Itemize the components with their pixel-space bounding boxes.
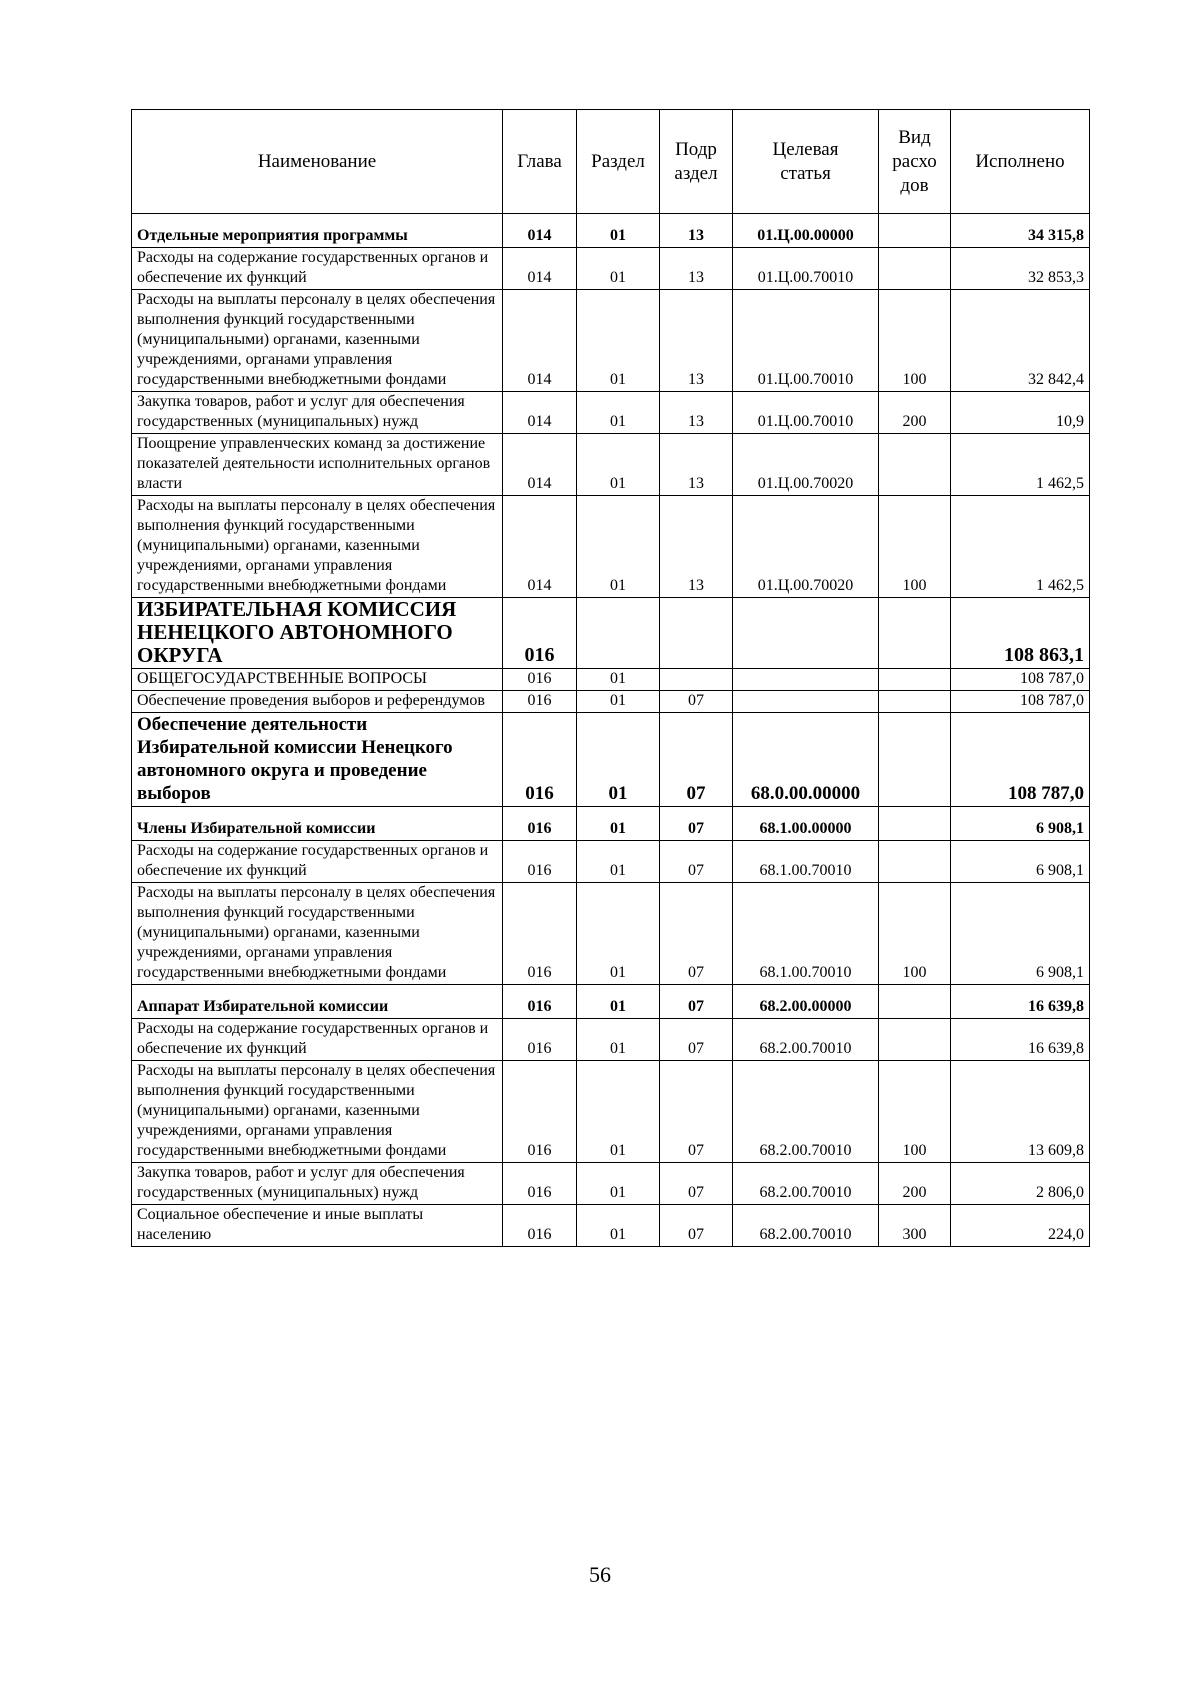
row-vid [879,841,951,883]
table-row [132,214,1090,248]
row-ispolneno: 13 609,8 [951,1061,1090,1163]
table-row [132,691,1090,713]
row-podrazdel: 07 [660,1061,733,1163]
table-row [132,669,1090,691]
row-glava: 016 [503,1205,577,1247]
row-podrazdel: 13 [660,434,733,496]
row-name: Аппарат Избирательной комиссии [132,985,503,1019]
row-celevaya: 68.2.00.00000 [733,985,879,1019]
row-celevaya: 68.2.00.70010 [733,1019,879,1061]
row-vid [879,598,951,669]
row-celevaya: 68.1.00.70010 [733,841,879,883]
row-glava: 014 [503,290,577,392]
row-name: Обеспечение проведения выборов и референдумов [132,691,503,713]
row-podrazdel: 13 [660,290,733,392]
row-glava: 016 [503,807,577,841]
row-glava: 016 [503,1061,577,1163]
row-podrazdel [660,669,733,691]
table-row [132,807,1090,841]
row-ispolneno: 6 908,1 [951,841,1090,883]
row-name: Расходы на выплаты персоналу в целях обеспечения выполнения функций государственными (муниципальными) органами, казенными учреждениями, органами управления государственными внебюджетными фондами [132,883,503,985]
row-name: Отдельные мероприятия программы [132,214,503,248]
table-row [132,1019,1090,1061]
header-ispolneno: Исполнено [951,110,1090,214]
row-name: Расходы на выплаты персоналу в целях обеспечения выполнения функций государственными (муниципальными) органами, казенными учреждениями, органами управления государственными внебюджетными фондами [132,1061,503,1163]
row-podrazdel: 07 [660,1163,733,1205]
row-ispolneno: 108 787,0 [951,691,1090,713]
row-podrazdel: 13 [660,248,733,290]
row-name: Поощрение управленческих команд за достижение показателей деятельности исполнительных органов власти [132,434,503,496]
table-row [132,985,1090,1019]
row-celevaya: 68.1.00.70010 [733,883,879,985]
row-razdel: 01 [577,1205,660,1247]
row-podrazdel: 07 [660,985,733,1019]
row-glava: 016 [503,598,577,669]
row-ispolneno: 1 462,5 [951,496,1090,598]
row-name: Расходы на содержание государственных органов и обеспечение их функций [132,248,503,290]
row-celevaya: 68.2.00.70010 [733,1163,879,1205]
row-glava: 016 [503,841,577,883]
row-vid: 100 [879,1061,951,1163]
row-vid [879,713,951,807]
row-ispolneno: 6 908,1 [951,883,1090,985]
row-name: ИЗБИРАТЕЛЬНАЯ КОМИССИЯ НЕНЕЦКОГО АВТОНОМНОГО ОКРУГА [132,598,503,669]
row-celevaya: 01.Ц.00.70010 [733,290,879,392]
row-name: Обеспечение деятельности Избирательной комиссии Ненецкого автономного округа и проведение выборов [132,713,503,807]
row-razdel: 01 [577,713,660,807]
row-name: Закупка товаров, работ и услуг для обеспечения государственных (муниципальных) нужд [132,1163,503,1205]
table-row [132,434,1090,496]
row-glava: 016 [503,669,577,691]
header-celevaya: Целевая статья [733,110,879,214]
row-podrazdel: 13 [660,496,733,598]
row-vid: 100 [879,290,951,392]
row-ispolneno: 32 853,3 [951,248,1090,290]
table-row [132,1163,1090,1205]
row-glava: 016 [503,985,577,1019]
row-celevaya: 68.2.00.70010 [733,1061,879,1163]
table-body [132,214,1090,1247]
header-glava: Глава [503,110,577,214]
row-razdel: 01 [577,691,660,713]
row-vid [879,985,951,1019]
row-name: Расходы на выплаты персоналу в целях обеспечения выполнения функций государственными (муниципальными) органами, казенными учреждениями, органами управления государственными внебюджетными фондами [132,290,503,392]
page-number: 56 [589,1562,611,1587]
row-podrazdel: 07 [660,713,733,807]
row-ispolneno: 108 787,0 [951,713,1090,807]
row-celevaya: 01.Ц.00.70010 [733,248,879,290]
row-podrazdel: 07 [660,807,733,841]
row-vid [879,214,951,248]
header-podrazdel: Подр аздел [660,110,733,214]
row-ispolneno: 6 908,1 [951,807,1090,841]
row-vid [879,669,951,691]
row-podrazdel: 07 [660,1019,733,1061]
row-celevaya: 01.Ц.00.70010 [733,392,879,434]
row-razdel: 01 [577,1019,660,1061]
table-row [132,841,1090,883]
row-ispolneno: 108 863,1 [951,598,1090,669]
row-podrazdel: 07 [660,691,733,713]
row-ispolneno: 32 842,4 [951,290,1090,392]
row-ispolneno: 108 787,0 [951,669,1090,691]
row-celevaya [733,598,879,669]
table-row [132,392,1090,434]
row-podrazdel: 07 [660,841,733,883]
row-podrazdel: 07 [660,1205,733,1247]
row-vid: 200 [879,1163,951,1205]
row-celevaya: 01.Ц.00.70020 [733,496,879,598]
row-razdel: 01 [577,496,660,598]
row-razdel: 01 [577,214,660,248]
row-vid [879,248,951,290]
row-name: Члены Избирательной комиссии [132,807,503,841]
row-glava: 014 [503,392,577,434]
row-name: Расходы на содержание государственных органов и обеспечение их функций [132,841,503,883]
row-ispolneno: 16 639,8 [951,985,1090,1019]
table-row [132,1061,1090,1163]
row-ispolneno: 10,9 [951,392,1090,434]
row-name: Расходы на содержание государственных органов и обеспечение их функций [132,1019,503,1061]
row-razdel: 01 [577,807,660,841]
row-podrazdel: 07 [660,883,733,985]
row-ispolneno: 2 806,0 [951,1163,1090,1205]
row-vid: 100 [879,496,951,598]
header-name: Наименование [132,110,503,214]
row-glava: 014 [503,496,577,598]
table-row [132,290,1090,392]
table-row [132,598,1090,669]
row-glava: 016 [503,1019,577,1061]
row-vid [879,807,951,841]
row-glava: 014 [503,248,577,290]
table-row [132,1205,1090,1247]
row-celevaya [733,691,879,713]
row-razdel: 01 [577,883,660,985]
row-ispolneno: 16 639,8 [951,1019,1090,1061]
row-razdel: 01 [577,392,660,434]
row-celevaya [733,669,879,691]
row-celevaya: 01.Ц.00.00000 [733,214,879,248]
row-vid: 300 [879,1205,951,1247]
header-razdel: Раздел [577,110,660,214]
table-row [132,496,1090,598]
row-razdel: 01 [577,248,660,290]
row-ispolneno: 224,0 [951,1205,1090,1247]
row-glava: 014 [503,434,577,496]
row-vid: 200 [879,392,951,434]
budget-table [131,109,1090,1247]
table-row [132,883,1090,985]
table-row [132,713,1090,807]
row-vid [879,691,951,713]
header-vid: Вид расхо дов [879,110,951,214]
row-name: Социальное обеспечение и иные выплаты населению [132,1205,503,1247]
row-ispolneno: 34 315,8 [951,214,1090,248]
row-razdel: 01 [577,290,660,392]
row-ispolneno: 1 462,5 [951,434,1090,496]
row-celevaya: 01.Ц.00.70020 [733,434,879,496]
row-podrazdel [660,598,733,669]
row-glava: 016 [503,713,577,807]
row-razdel: 01 [577,669,660,691]
row-name: Закупка товаров, работ и услуг для обеспечения государственных (муниципальных) нужд [132,392,503,434]
row-glava: 014 [503,214,577,248]
row-glava: 016 [503,691,577,713]
row-glava: 016 [503,883,577,985]
row-vid [879,1019,951,1061]
row-razdel: 01 [577,1061,660,1163]
row-razdel: 01 [577,985,660,1019]
row-razdel: 01 [577,1163,660,1205]
table-header-row [132,110,1090,214]
row-celevaya: 68.0.00.00000 [733,713,879,807]
row-celevaya: 68.1.00.00000 [733,807,879,841]
row-podrazdel: 13 [660,392,733,434]
row-podrazdel: 13 [660,214,733,248]
row-razdel: 01 [577,434,660,496]
row-name: ОБЩЕГОСУДАРСТВЕННЫЕ ВОПРОСЫ [132,669,503,691]
row-razdel [577,598,660,669]
row-vid [879,434,951,496]
row-razdel: 01 [577,841,660,883]
row-celevaya: 68.2.00.70010 [733,1205,879,1247]
table-row [132,248,1090,290]
row-vid: 100 [879,883,951,985]
row-glava: 016 [503,1163,577,1205]
row-name: Расходы на выплаты персоналу в целях обеспечения выполнения функций государственными (муниципальными) органами, казенными учреждениями, органами управления государственными внебюджетными фондами [132,496,503,598]
